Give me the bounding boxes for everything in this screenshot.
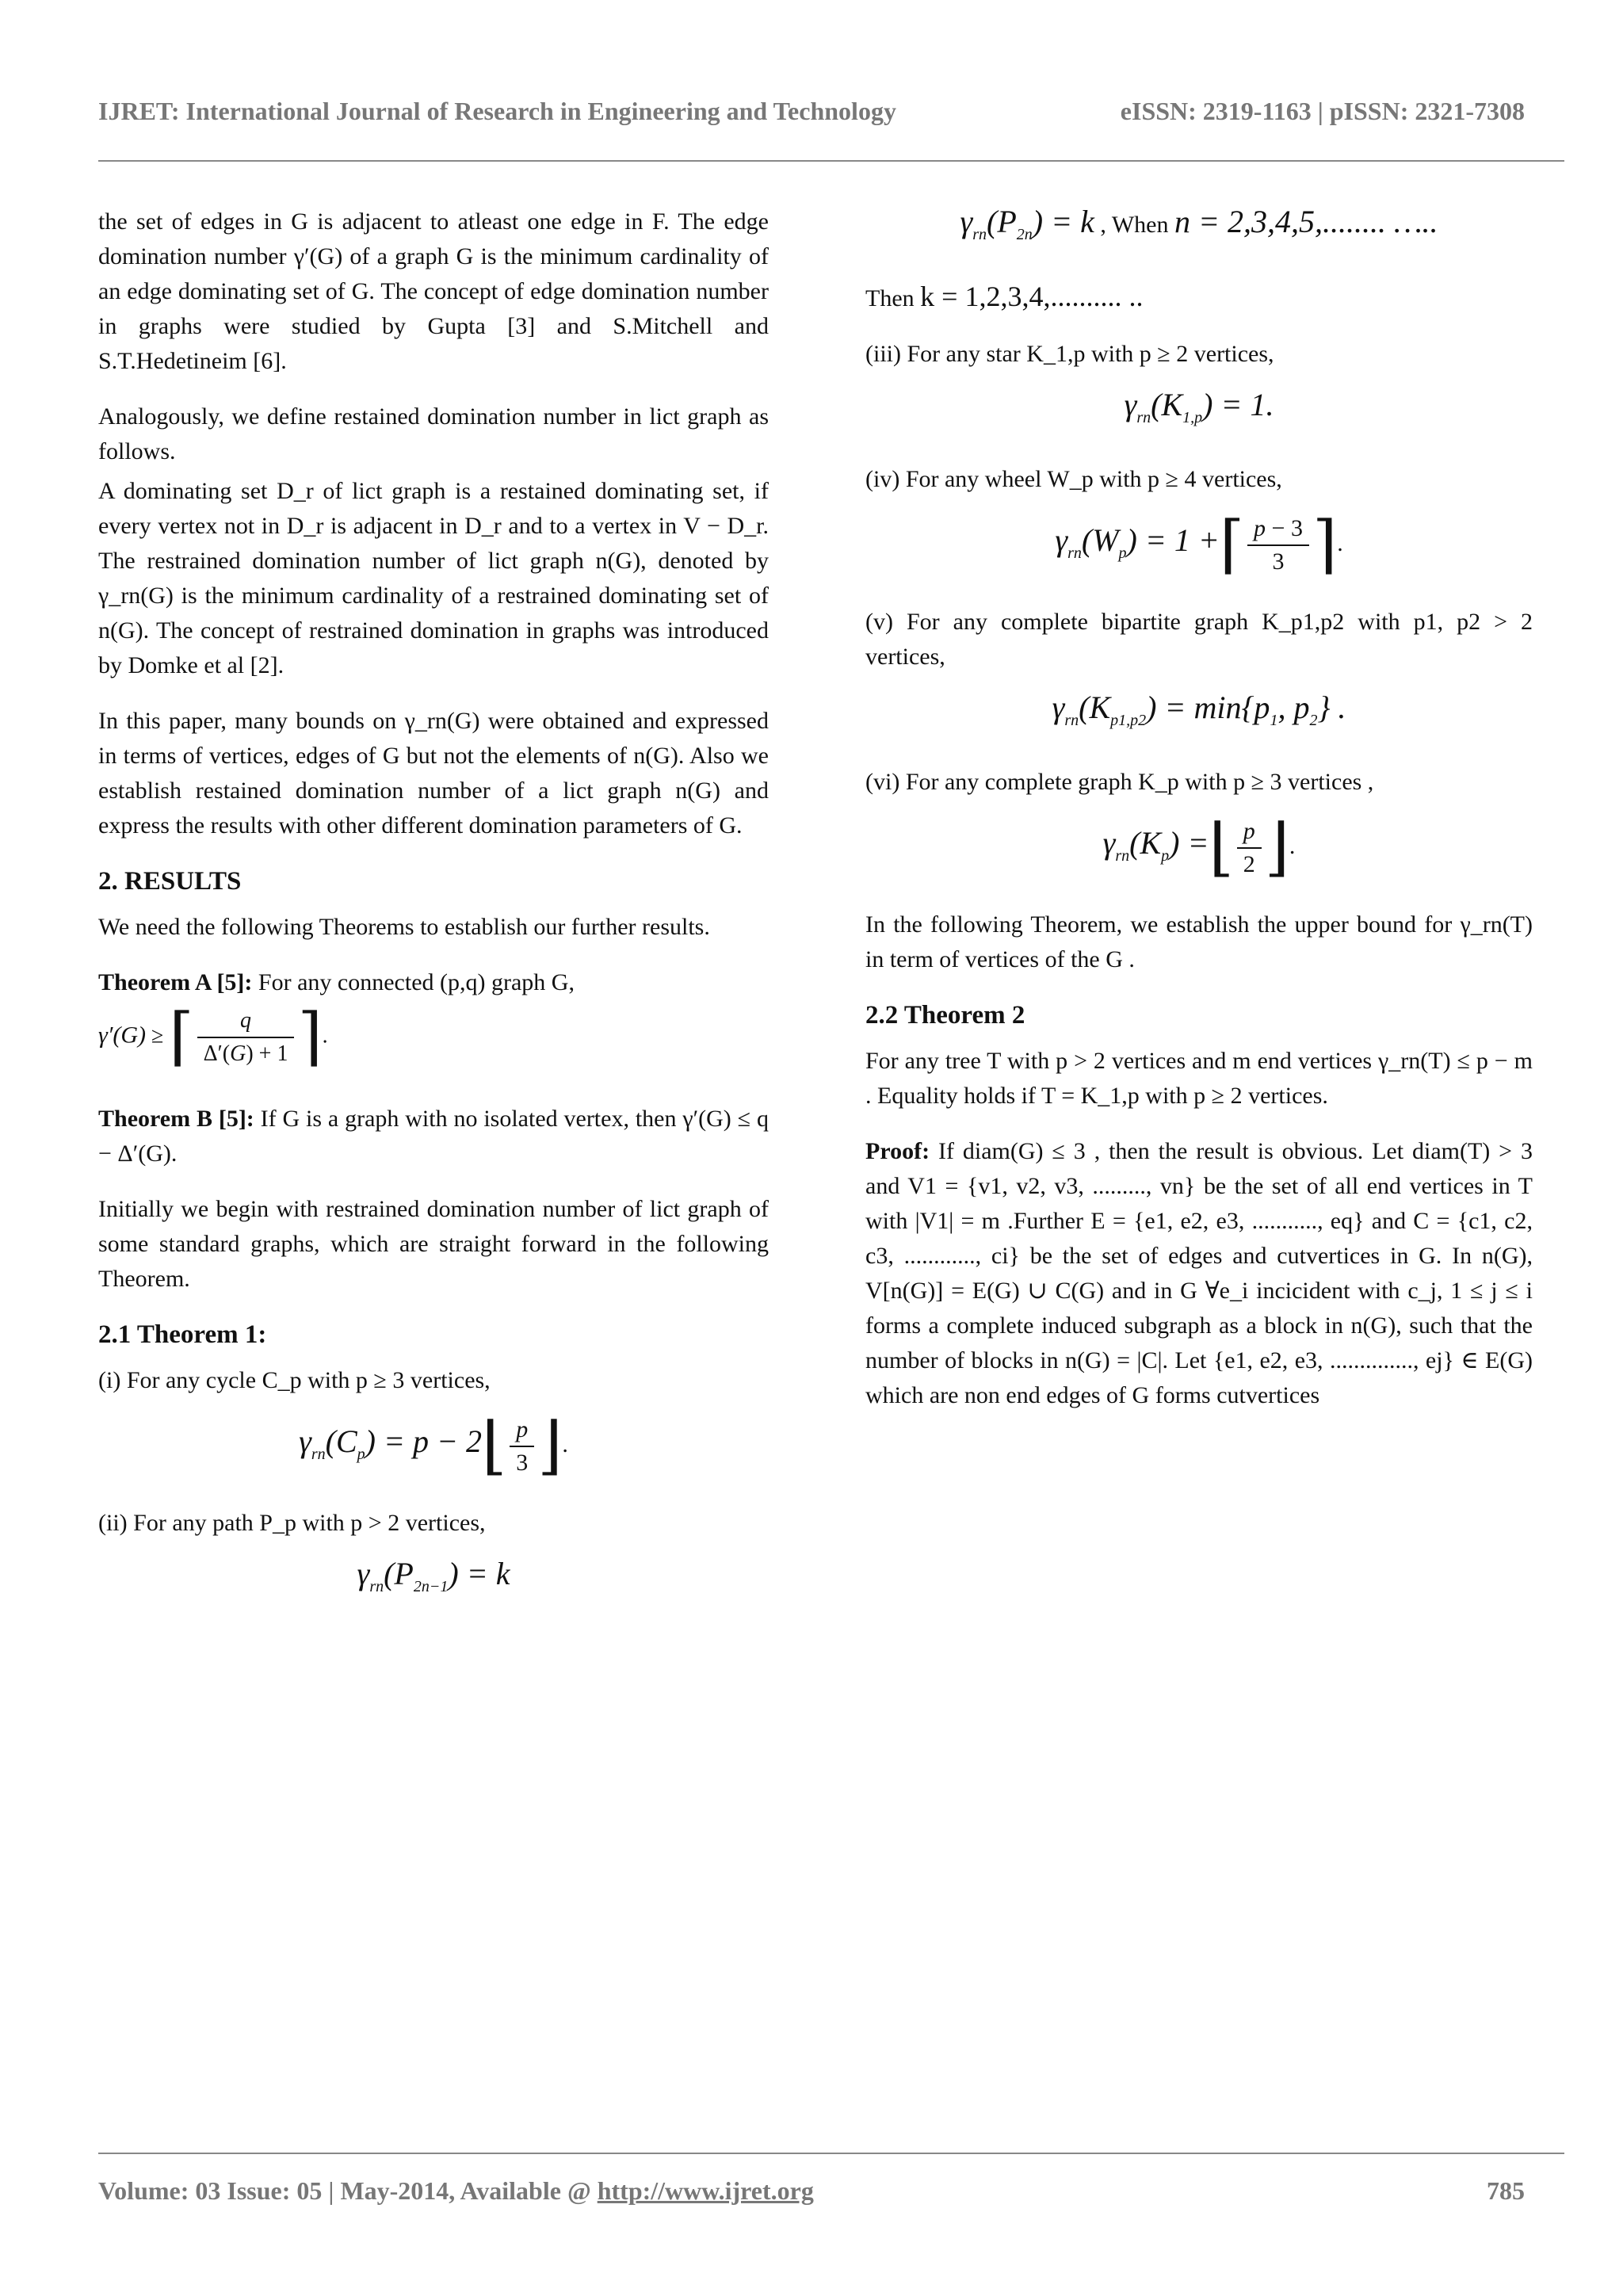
theorem-a-formula: γ′(G) ≥ ⌈ $\frac{q}{\Delta'(G) + 1}$ ⌉. xyxy=(98,1003,328,1072)
footer-link[interactable]: http://www.ijret.org xyxy=(597,2176,814,2205)
theorem-b-label: Theorem B [5]: xyxy=(98,1106,254,1132)
page-footer xyxy=(98,2176,1525,2214)
theorem-2-statement: For any tree T with p > 2 vertices and m end vertices γ_rn(T) ≤ p − m . Equality holds if T = K_1,p with p ≥ 2 vertices. xyxy=(865,1048,1533,1109)
paragraph-edge-domination: the set of edges in G is adjacent to atleast one edge in F. The edge domination number γ′(G) of a graph G is the minimum cardinality of an edge dominating set of G. The concept of edge domination number in graphs were studied by Gupta [3] and S.Mitchell and S.T.Hedetineim [6]. xyxy=(98,208,769,374)
journal-title: IJRET: International Journal of Research in Engineering and Technology xyxy=(98,97,896,125)
theorem-a-label: Theorem A [5]: xyxy=(98,969,253,995)
paragraph-restrained-definition: A dominating set D_r of lict graph is a restained dominating set, if every vertex not in D_r is adjacent in D_r and to a vertex in V − D_r. The restrained domination number of lict graph n(G), denoted by γ_rn(G) is the minimum cardinality of a restrained dominating set of n(G). The concept of restrained domination in graphs was introduced by Domke et al [2]. xyxy=(98,478,769,678)
section-heading-results: 2. RESULTS xyxy=(98,867,242,896)
proof-label: Proof: xyxy=(865,1138,930,1164)
paragraph-analogously: Analogously, we define restained domination number in lict graph as follows. xyxy=(98,403,769,464)
then-line xyxy=(865,279,1533,316)
paragraph-need-theorems: We need the following Theorems to establish our further results. xyxy=(98,914,710,940)
item-cycle: (i) For any cycle C_p with p ≥ 3 vertices, xyxy=(98,1367,491,1393)
theorem-b xyxy=(98,1102,769,1171)
theorem-a-text: For any connected (p,q) graph G, xyxy=(258,969,575,995)
formula-cycle: $\gamma_{rn}(C_p) = p$ − 2⌊ $\frac{p}{3}$ ⌋. xyxy=(299,1412,568,1481)
issn-info: eISSN: 2319-1163 | pISSN: 2321-7308 xyxy=(1120,97,1525,125)
theorem-b-text: If G is a graph with no isolated vertex, then γ′(G) ≤ q − Δ′(G). xyxy=(98,1106,769,1167)
then-values: k = 1,2,3,4,.......... .. xyxy=(920,281,1144,312)
footer-rule xyxy=(98,2153,1564,2154)
proof-text: If diam(G) ≤ 3 , then the result is obvious. Let diam(T) > 3 and V1 = {v1, v2, v3, ........., vn} be the set of all end vertices in T with |V1| = m .Further E = {e1, e2, e3, ..........., eq} and C = {c1, c2, c3, ............, ci} be the set of edges and cutvertices in G. In n(G), V[n(G)] = E(G) ∪ C(G) and in G ∀e_i incicident with c_j, 1 ≤ j ≤ i forms a complete induced subgraph as a block in n(G), such that the number of blocks in n(G) = |C|. Let {e1, e2, e3, .............., ej} ∈ E(G) which are non end edges of G forms cutvertices xyxy=(865,1138,1533,1408)
paragraph-upper-bound: In the following Theorem, we establish the upper bound for γ_rn(T) in term of vertices of the G . xyxy=(865,911,1533,972)
page-number: 785 xyxy=(1487,2176,1525,2205)
when-values: n = 2,3,4,5,........ ….. xyxy=(1174,204,1438,239)
formula-wheel: $\gamma_{rn}(W_p) = 1$ +⌈ $\frac{p - 3}{3}$ ⌉. xyxy=(1055,510,1343,580)
formula-bipartite: $\gamma_{rn}(K_{p1,p2}) = \min\{p_1$, $p_2$} . xyxy=(1052,690,1346,729)
item-wheel: (iv) For any wheel W_p with p ≥ 4 vertices, xyxy=(865,466,1282,492)
formula-path-odd: $\gamma_{rn}(P_{2n-1}) = k$ xyxy=(357,1556,510,1595)
formula-star: $\gamma_{rn}(K_{1,p}) = 1$. xyxy=(1124,387,1274,426)
page-header xyxy=(98,97,1525,135)
left-column xyxy=(98,204,769,1631)
item-star: (iii) For any star K_1,p with p ≥ 2 vertices, xyxy=(865,341,1274,367)
right-column xyxy=(865,204,1533,1434)
header-rule xyxy=(98,160,1564,162)
section-heading-theorem-1: 2.1 Theorem 1: xyxy=(98,1320,267,1349)
footer-volume: Volume: 03 Issue: 05 | May-2014, Available @ xyxy=(98,2176,591,2205)
formula-complete: $\gamma_{rn}(K_p)$ =⌊ $\frac{p}{2}$ ⌋. xyxy=(1102,813,1296,883)
section-heading-theorem-2: 2.2 Theorem 2 xyxy=(865,1001,1025,1030)
formula-path-even: $\gamma_{rn}(P_{2n}) = k$ , When n = 2,3,4,5,........ ….. xyxy=(960,204,1438,243)
paragraph-in-this-paper: In this paper, many bounds on γ_rn(G) were obtained and expressed in terms of vertices, edges of G but not the elements of n(G). Also we establish restained domination number of a lict graph n(G) and express the results with other different domination parameters of G. xyxy=(98,708,769,839)
item-bipartite: (v) For any complete bipartite graph K_p1,p2 with p1, p2 > 2 vertices, xyxy=(865,609,1533,670)
item-complete: (vi) For any complete graph K_p with p ≥ 3 vertices , xyxy=(865,769,1374,795)
then-label: Then xyxy=(865,285,915,311)
when-label: , When xyxy=(1100,212,1169,238)
theorem-a xyxy=(98,965,769,1000)
proof xyxy=(865,1134,1533,1413)
paragraph-initially: Initially we begin with restrained domination number of lict graph of some standard graphs, which are straight forward in the following Theorem. xyxy=(98,1196,769,1292)
item-path: (ii) For any path P_p with p > 2 vertices, xyxy=(98,1510,486,1536)
